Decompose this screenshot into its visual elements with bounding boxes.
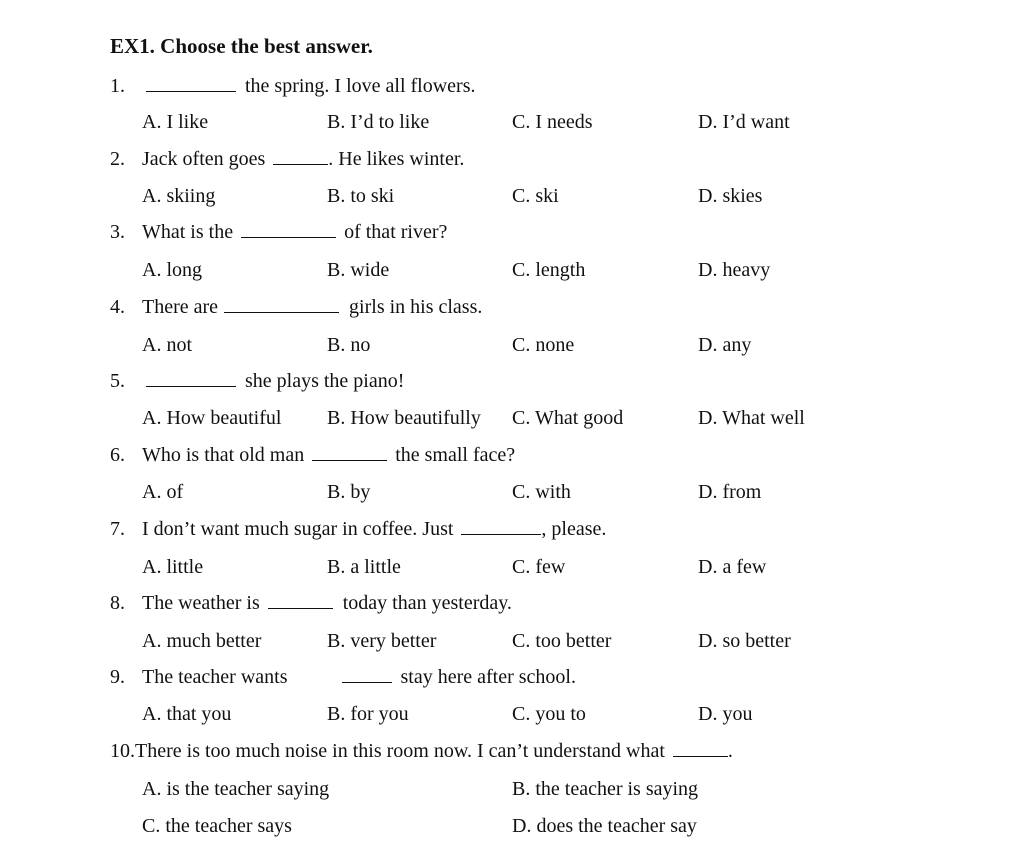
question-text-after: the small face? — [395, 444, 516, 466]
option-a: A. little — [142, 556, 204, 578]
question-text-before: Jack often goes — [142, 148, 266, 170]
option-a: A. not — [142, 334, 192, 356]
option-c: C. too better — [512, 630, 612, 652]
answer-blank — [268, 592, 333, 609]
option-a: A. I like — [142, 111, 209, 133]
option-c: C. none — [512, 334, 575, 356]
option-a: A. that you — [142, 703, 232, 725]
answer-blank — [146, 75, 236, 92]
option-b: B. for you — [327, 703, 409, 725]
option-c: C. I needs — [512, 111, 593, 133]
question-2 — [110, 147, 464, 171]
option-d: D. skies — [698, 185, 763, 207]
option-a: A. of — [142, 481, 184, 503]
option-c: C. you to — [512, 703, 586, 725]
question-number: 2. — [110, 148, 125, 170]
option-d: D. What well — [698, 407, 805, 429]
option-d: D. I’d want — [698, 111, 790, 133]
question-text-after: . — [727, 740, 733, 762]
option-b: B. a little — [327, 556, 401, 578]
option-a: A. skiing — [142, 185, 216, 207]
question-number: 4. — [110, 296, 125, 318]
question-3 — [110, 220, 447, 244]
answer-blank — [312, 444, 387, 461]
option-d: D. you — [698, 703, 753, 725]
answer-blank — [224, 296, 339, 313]
exercise-title: EX1. Choose the best answer. — [110, 34, 373, 58]
option-b: B. How beautifully — [327, 407, 481, 429]
option-c: C. with — [512, 481, 571, 503]
option-b: B. by — [327, 481, 371, 503]
question-text-after: , please. — [541, 518, 607, 540]
option-c: C. ski — [512, 185, 559, 207]
question-number: 10. — [110, 740, 135, 762]
answer-blank — [241, 221, 336, 238]
question-9 — [110, 665, 576, 689]
option-b: B. to ski — [327, 185, 395, 207]
question-text-before: Who is that old man — [142, 444, 305, 466]
option-b: B. very better — [327, 630, 437, 652]
answer-blank — [273, 148, 328, 165]
option-d: D. a few — [698, 556, 767, 578]
question-number: 1. — [110, 75, 125, 97]
answer-blank — [342, 666, 392, 683]
option-c: C. few — [512, 556, 566, 578]
option-a: A. long — [142, 259, 202, 281]
option-a: A. is the teacher saying — [142, 778, 330, 800]
question-text-before: I don’t want much sugar in coffee. Just — [142, 518, 454, 540]
question-text-before: The teacher wants — [142, 666, 288, 688]
question-text-after: . He likes winter. — [328, 148, 465, 170]
question-text-after: she plays the piano! — [245, 370, 405, 392]
option-c: C. What good — [512, 407, 624, 429]
option-b: B. no — [327, 334, 371, 356]
question-text-after: the spring. I love all flowers. — [245, 75, 476, 97]
question-text-after: of that river? — [344, 221, 448, 243]
option-d: D. does the teacher say — [512, 815, 697, 837]
option-c: C. the teacher says — [142, 815, 292, 837]
question-number: 5. — [110, 370, 125, 392]
question-text-before: The weather is — [142, 592, 260, 614]
question-5 — [110, 369, 404, 393]
question-6 — [110, 443, 515, 467]
question-text-after: today than yesterday. — [342, 592, 512, 614]
question-text-after: stay here after school. — [400, 666, 576, 688]
question-text-before: There is too much noise in this room now. I can’t understand what — [135, 740, 665, 762]
question-number: 8. — [110, 592, 125, 614]
question-8 — [110, 591, 512, 615]
answer-blank — [146, 370, 236, 387]
option-d: D. heavy — [698, 259, 771, 281]
question-number: 9. — [110, 666, 125, 688]
option-b: B. I’d to like — [327, 111, 430, 133]
question-10 — [110, 739, 733, 763]
option-a: A. How beautiful — [142, 407, 282, 429]
question-text-before: What is the — [142, 221, 234, 243]
question-number: 3. — [110, 221, 125, 243]
question-number: 7. — [110, 518, 125, 540]
answer-blank — [673, 740, 728, 757]
option-b: B. the teacher is saying — [512, 778, 699, 800]
option-d: D. so better — [698, 630, 791, 652]
option-b: B. wide — [327, 259, 390, 281]
question-text-after: girls in his class. — [349, 296, 483, 318]
option-d: D. any — [698, 334, 752, 356]
question-1 — [110, 74, 476, 98]
question-number: 6. — [110, 444, 125, 466]
question-text-before: There are — [142, 296, 219, 318]
question-4 — [110, 295, 482, 319]
question-7 — [110, 517, 606, 541]
option-d: D. from — [698, 481, 762, 503]
option-c: C. length — [512, 259, 586, 281]
option-a: A. much better — [142, 630, 262, 652]
answer-blank — [461, 518, 541, 535]
